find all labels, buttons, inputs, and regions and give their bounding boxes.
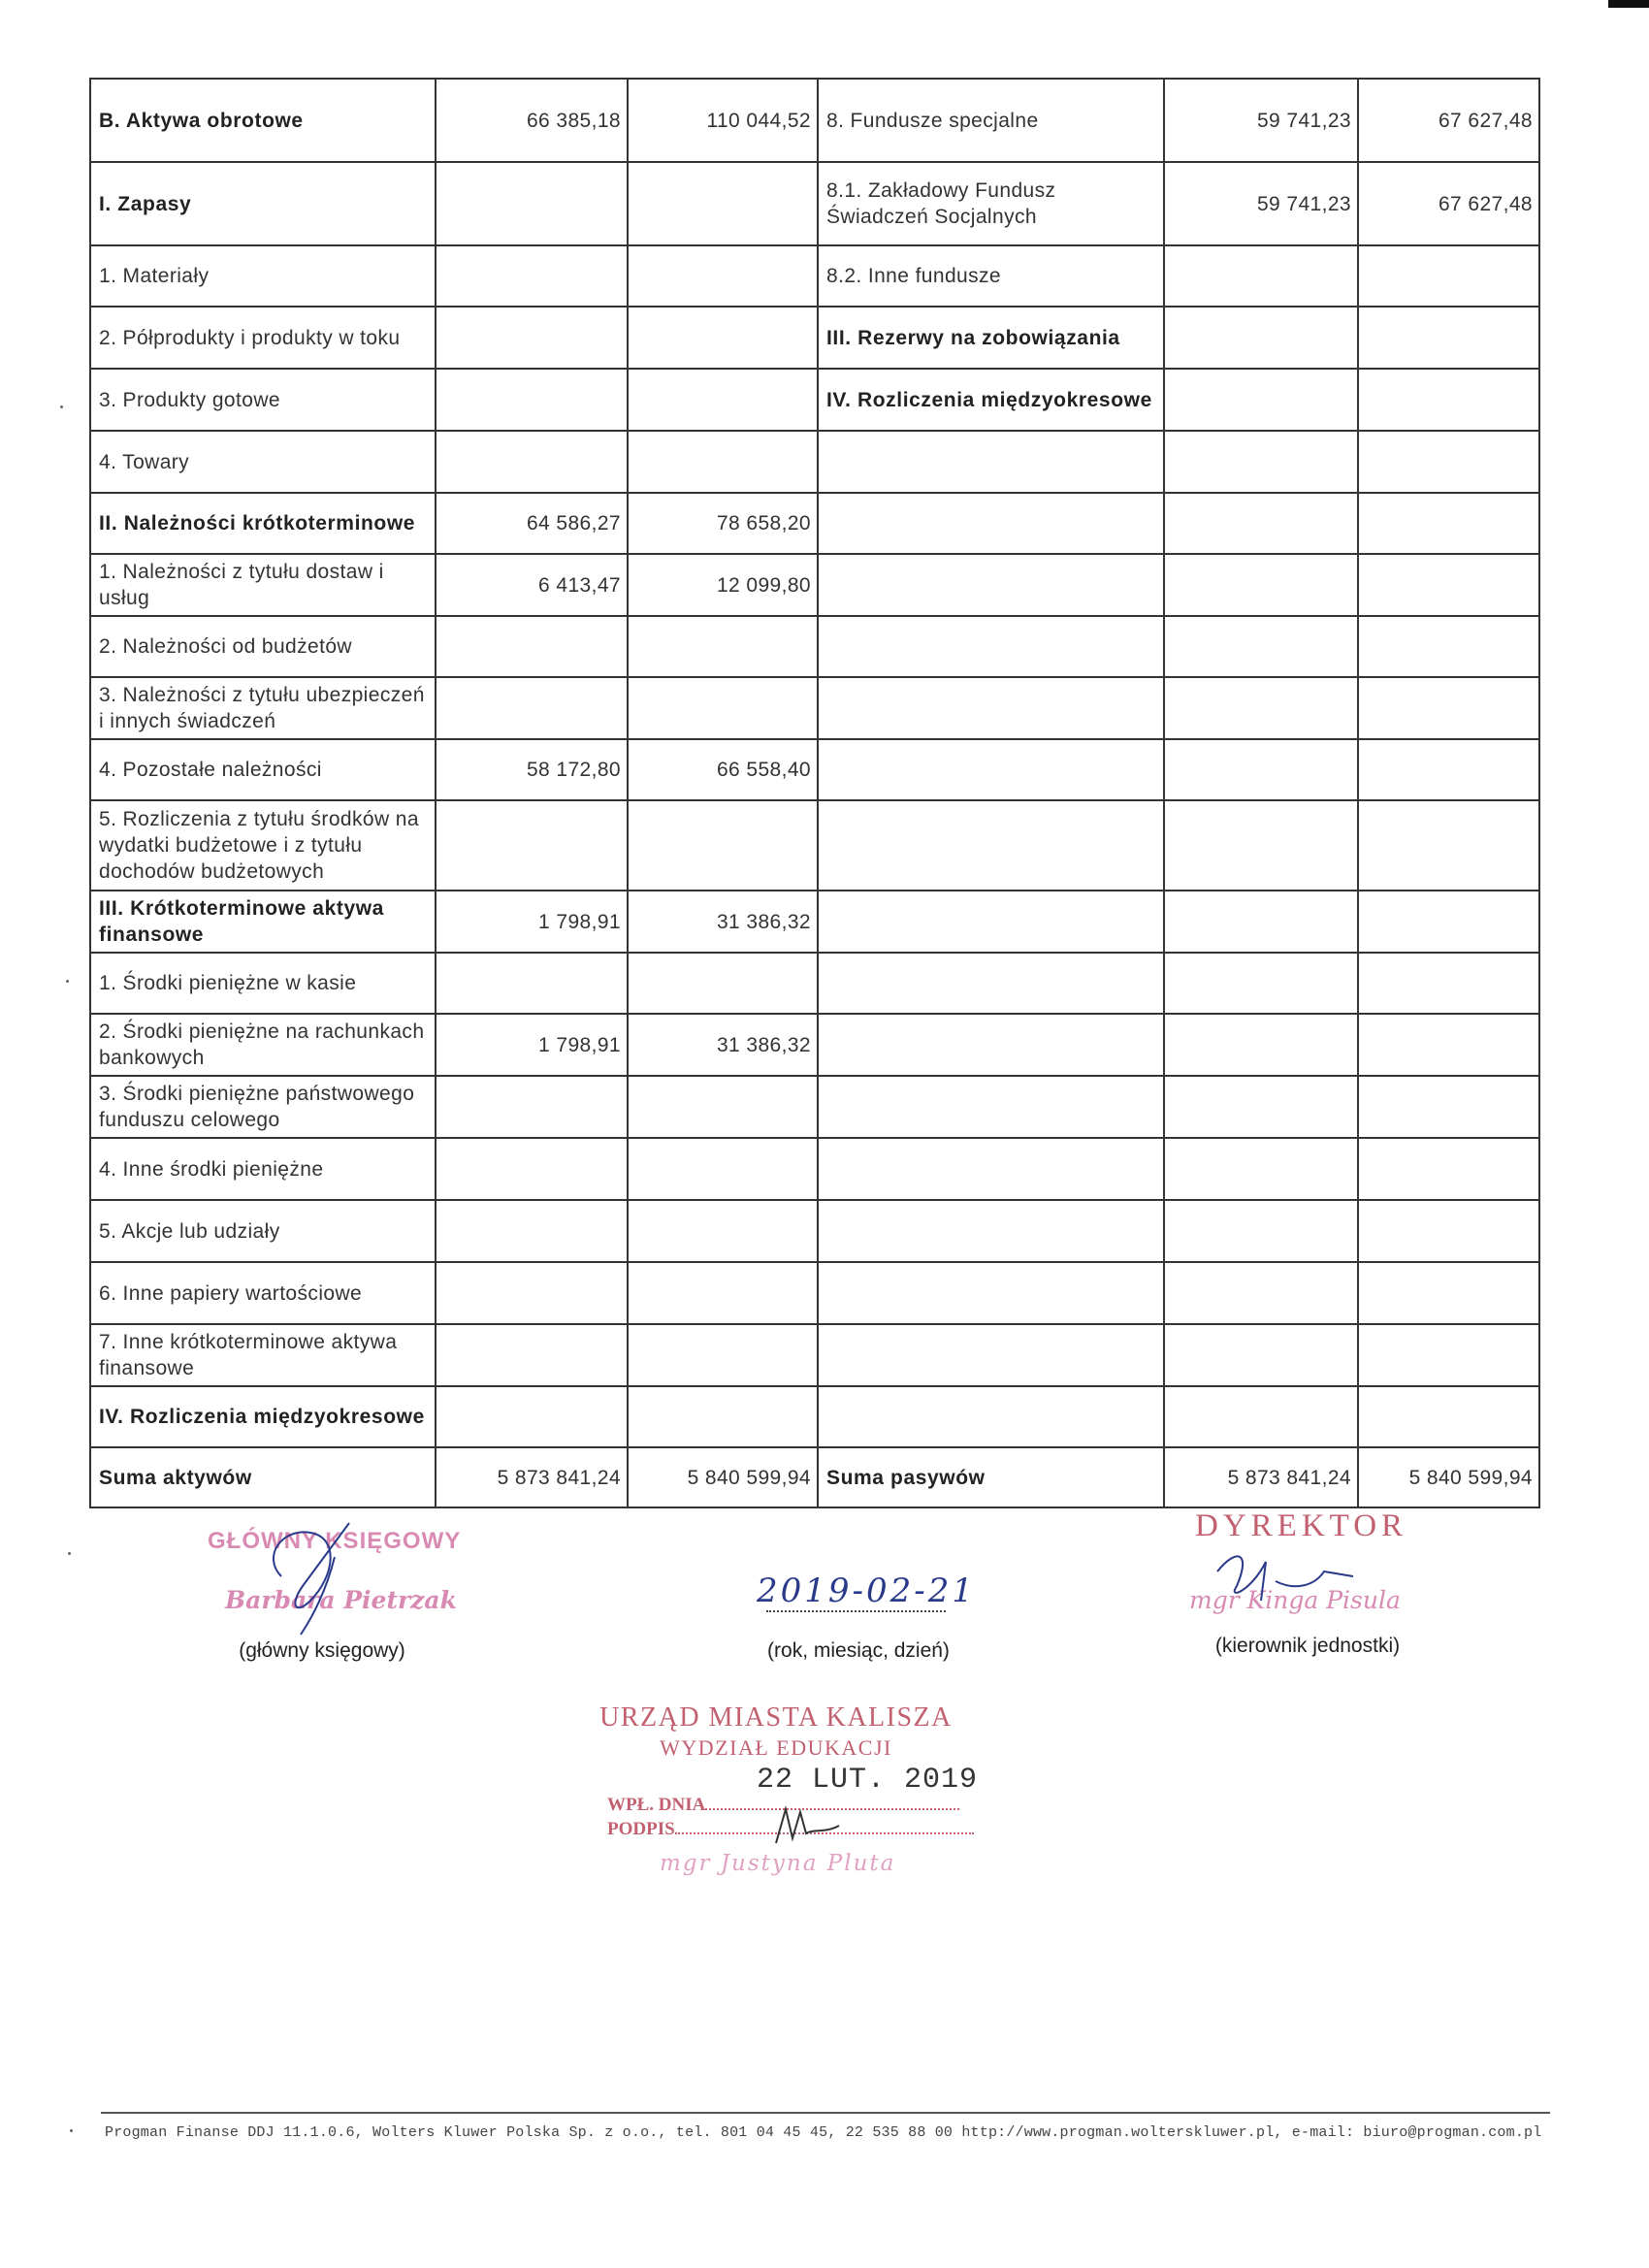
table-row <box>90 800 1539 891</box>
receipt-stamp-date: 22 LUT. 2019 <box>757 1764 979 1797</box>
liabilities-value-start <box>1164 1386 1358 1447</box>
assets-value-end: 66 558,40 <box>628 739 818 800</box>
table-row <box>90 1324 1539 1386</box>
liabilities-item-label <box>818 1138 1164 1200</box>
liabilities-value-start <box>1164 307 1358 369</box>
liabilities-value-end <box>1358 554 1539 616</box>
assets-value-end <box>628 1076 818 1138</box>
receipt-wpl-label: WPŁ. DNIA <box>607 1795 706 1815</box>
assets-value-end <box>628 1262 818 1324</box>
assets-value-start <box>436 1076 628 1138</box>
table-row <box>90 79 1539 162</box>
date-dotted-line <box>766 1610 946 1612</box>
receipt-stamp-header <box>592 1702 960 1761</box>
liabilities-item-label: Suma pasywów <box>818 1447 1164 1507</box>
assets-item-label: III. Krótkoterminowe aktywa finansowe <box>90 891 436 953</box>
liabilities-value-end <box>1358 1324 1539 1386</box>
scan-speck <box>60 405 63 408</box>
liabilities-value-end <box>1358 1076 1539 1138</box>
assets-value-end: 31 386,32 <box>628 1014 818 1076</box>
assets-value-start <box>436 677 628 739</box>
assets-item-label: 2. Półprodukty i produkty w toku <box>90 307 436 369</box>
assets-item-label: 2. Środki pieniężne na rachunkach bankowych <box>90 1014 436 1076</box>
assets-value-end: 5 840 599,94 <box>628 1447 818 1507</box>
assets-item-label: I. Zapasy <box>90 162 436 245</box>
liabilities-value-start <box>1164 1076 1358 1138</box>
liabilities-item-label <box>818 677 1164 739</box>
scan-speck <box>66 980 69 983</box>
assets-value-start <box>436 245 628 307</box>
receipt-stamp-name: mgr Justyna Pluta <box>660 1851 896 1876</box>
liabilities-value-start <box>1164 1014 1358 1076</box>
liabilities-value-end <box>1358 245 1539 307</box>
table-row <box>90 431 1539 493</box>
liabilities-value-end <box>1358 1138 1539 1200</box>
assets-item-label: 2. Należności od budżetów <box>90 616 436 677</box>
table-row <box>90 1076 1539 1138</box>
liabilities-value-start <box>1164 677 1358 739</box>
director-stamp-title: DYREKTOR <box>1195 1508 1408 1543</box>
assets-value-start: 6 413,47 <box>436 554 628 616</box>
liabilities-item-label <box>818 953 1164 1014</box>
assets-value-end <box>628 1200 818 1262</box>
assets-value-end <box>628 1324 818 1386</box>
assets-value-end <box>628 1138 818 1200</box>
table-row <box>90 493 1539 554</box>
chief-accountant-stamp-name: Barbara Pietrzak <box>225 1586 457 1614</box>
liabilities-value-start <box>1164 1324 1358 1386</box>
liabilities-value-start <box>1164 953 1358 1014</box>
liabilities-value-end: 5 840 599,94 <box>1358 1447 1539 1507</box>
liabilities-value-end <box>1358 677 1539 739</box>
assets-value-end: 12 099,80 <box>628 554 818 616</box>
table-row <box>90 162 1539 245</box>
liabilities-value-end <box>1358 953 1539 1014</box>
assets-item-label: 1. Środki pieniężne w kasie <box>90 953 436 1014</box>
assets-item-label: Suma aktywów <box>90 1447 436 1507</box>
liabilities-item-label: 8. Fundusze specjalne <box>818 79 1164 162</box>
table-row <box>90 369 1539 431</box>
assets-value-end <box>628 162 818 245</box>
liabilities-value-end <box>1358 1386 1539 1447</box>
balance-sheet-table <box>89 78 1540 1508</box>
liabilities-item-label <box>818 1386 1164 1447</box>
table-row <box>90 1200 1539 1262</box>
liabilities-item-label: 8.2. Inne fundusze <box>818 245 1164 307</box>
liabilities-value-end <box>1358 493 1539 554</box>
assets-item-label: 3. Należności z tytułu ubezpieczeń i innych świadczeń <box>90 677 436 739</box>
table-row <box>90 677 1539 739</box>
assets-item-label: 7. Inne krótkoterminowe aktywa finansowe <box>90 1324 436 1386</box>
assets-value-start <box>436 1324 628 1386</box>
liabilities-value-end <box>1358 1014 1539 1076</box>
assets-value-start <box>436 431 628 493</box>
table-row <box>90 1138 1539 1200</box>
date-caption: (rok, miesiąc, dzień) <box>767 1639 950 1662</box>
liabilities-value-start <box>1164 1138 1358 1200</box>
assets-value-start: 1 798,91 <box>436 1014 628 1076</box>
liabilities-item-label <box>818 1324 1164 1386</box>
assets-value-end: 31 386,32 <box>628 891 818 953</box>
assets-value-start <box>436 1262 628 1324</box>
assets-value-start: 66 385,18 <box>436 79 628 162</box>
chief-accountant-caption: (główny księgowy) <box>239 1639 405 1662</box>
table-row <box>90 953 1539 1014</box>
assets-item-label: 4. Towary <box>90 431 436 493</box>
handwritten-date: 2019-02-21 <box>757 1571 977 1610</box>
liabilities-value-start <box>1164 1200 1358 1262</box>
liabilities-value-end <box>1358 307 1539 369</box>
table-row <box>90 245 1539 307</box>
assets-value-end <box>628 369 818 431</box>
assets-value-start: 1 798,91 <box>436 891 628 953</box>
receipt-handwritten-signature <box>771 1804 849 1853</box>
assets-value-start <box>436 369 628 431</box>
liabilities-value-end <box>1358 1262 1539 1324</box>
footer-rule <box>101 2112 1550 2114</box>
scan-speck <box>70 2129 73 2132</box>
assets-item-label: B. Aktywa obrotowe <box>90 79 436 162</box>
receipt-podpis-label: PODPIS <box>607 1819 675 1839</box>
liabilities-item-label <box>818 1200 1164 1262</box>
assets-value-start: 5 873 841,24 <box>436 1447 628 1507</box>
assets-value-end: 110 044,52 <box>628 79 818 162</box>
assets-value-end <box>628 245 818 307</box>
liabilities-value-start <box>1164 800 1358 891</box>
assets-item-label: 4. Inne środki pieniężne <box>90 1138 436 1200</box>
liabilities-item-label: III. Rezerwy na zobowiązania <box>818 307 1164 369</box>
assets-value-start <box>436 616 628 677</box>
assets-item-label: 6. Inne papiery wartościowe <box>90 1262 436 1324</box>
table-row <box>90 1014 1539 1076</box>
liabilities-value-start <box>1164 431 1358 493</box>
liabilities-value-end <box>1358 369 1539 431</box>
assets-item-label: 4. Pozostałe należności <box>90 739 436 800</box>
assets-value-start <box>436 1200 628 1262</box>
liabilities-value-start <box>1164 1262 1358 1324</box>
assets-item-label: 5. Akcje lub udziały <box>90 1200 436 1262</box>
director-caption: (kierownik jednostki) <box>1214 1635 1401 1657</box>
liabilities-value-end <box>1358 1200 1539 1262</box>
liabilities-item-label <box>818 1014 1164 1076</box>
assets-value-start <box>436 1386 628 1447</box>
liabilities-value-start: 5 873 841,24 <box>1164 1447 1358 1507</box>
liabilities-value-end <box>1358 739 1539 800</box>
table-row <box>90 1386 1539 1447</box>
liabilities-value-start <box>1164 493 1358 554</box>
liabilities-value-end <box>1358 891 1539 953</box>
liabilities-value-end <box>1358 800 1539 891</box>
assets-value-start: 58 172,80 <box>436 739 628 800</box>
assets-value-end <box>628 800 818 891</box>
assets-value-end <box>628 307 818 369</box>
assets-value-end <box>628 677 818 739</box>
director-stamp-name: mgr Kinga Pisula <box>1189 1586 1401 1614</box>
assets-value-start <box>436 162 628 245</box>
assets-value-end <box>628 953 818 1014</box>
table-row <box>90 739 1539 800</box>
liabilities-value-start <box>1164 891 1358 953</box>
receipt-stamp-line2: WYDZIAŁ EDUKACJI <box>660 1735 892 1760</box>
liabilities-value-start: 59 741,23 <box>1164 162 1358 245</box>
assets-value-start: 64 586,27 <box>436 493 628 554</box>
assets-item-label: II. Należności krótkoterminowe <box>90 493 436 554</box>
liabilities-item-label <box>818 739 1164 800</box>
liabilities-value-start <box>1164 369 1358 431</box>
assets-item-label: 3. Środki pieniężne państwowego funduszu celowego <box>90 1076 436 1138</box>
liabilities-item-label <box>818 1076 1164 1138</box>
table-row <box>90 616 1539 677</box>
liabilities-value-start <box>1164 245 1358 307</box>
scan-speck <box>68 1552 71 1555</box>
liabilities-value-start <box>1164 739 1358 800</box>
liabilities-value-start <box>1164 554 1358 616</box>
liabilities-value-end <box>1358 616 1539 677</box>
table-row <box>90 1262 1539 1324</box>
handwritten-signature-left <box>242 1518 398 1644</box>
liabilities-value-start: 59 741,23 <box>1164 79 1358 162</box>
liabilities-value-end: 67 627,48 <box>1358 162 1539 245</box>
scan-corner-mark <box>1608 0 1649 8</box>
assets-item-label: 5. Rozliczenia z tytułu środków na wydatki budżetowe i z tytułu dochodów budżetowych <box>90 800 436 891</box>
liabilities-value-end: 67 627,48 <box>1358 79 1539 162</box>
footer-text: Progman Finanse DDJ 11.1.0.6, Wolters Kluwer Polska Sp. z o.o., tel. 801 04 45 45, 22 535 88 00 http://www.progman.wolterskluwer.pl, e-mail: biuro@progman.com.pl <box>105 2124 1542 2141</box>
assets-value-start <box>436 953 628 1014</box>
chief-accountant-stamp-title: GŁÓWNY KSIĘGOWY <box>208 1528 462 1554</box>
assets-value-start <box>436 800 628 891</box>
table-row <box>90 307 1539 369</box>
assets-item-label: 1. Materiały <box>90 245 436 307</box>
liabilities-item-label <box>818 616 1164 677</box>
liabilities-item-label <box>818 493 1164 554</box>
liabilities-item-label <box>818 554 1164 616</box>
liabilities-item-label: IV. Rozliczenia międzyokresowe <box>818 369 1164 431</box>
assets-item-label: 3. Produkty gotowe <box>90 369 436 431</box>
table-row <box>90 554 1539 616</box>
assets-value-end <box>628 616 818 677</box>
handwritten-signature-right <box>1208 1542 1382 1610</box>
assets-item-label: 1. Należności z tytułu dostaw i usług <box>90 554 436 616</box>
liabilities-item-label: 8.1. Zakładowy Fundusz Świadczeń Socjalnych <box>818 162 1164 245</box>
liabilities-item-label <box>818 891 1164 953</box>
liabilities-item-label <box>818 431 1164 493</box>
liabilities-value-start <box>1164 616 1358 677</box>
assets-value-start <box>436 1138 628 1200</box>
assets-value-start <box>436 307 628 369</box>
liabilities-value-end <box>1358 431 1539 493</box>
assets-value-end <box>628 431 818 493</box>
liabilities-item-label <box>818 1262 1164 1324</box>
receipt-stamp-line1: URZĄD MIASTA KALISZA <box>599 1702 953 1733</box>
assets-item-label: IV. Rozliczenia międzyokresowe <box>90 1386 436 1447</box>
assets-value-end: 78 658,20 <box>628 493 818 554</box>
table-row <box>90 1447 1539 1507</box>
liabilities-item-label <box>818 800 1164 891</box>
table-row <box>90 891 1539 953</box>
assets-value-end <box>628 1386 818 1447</box>
